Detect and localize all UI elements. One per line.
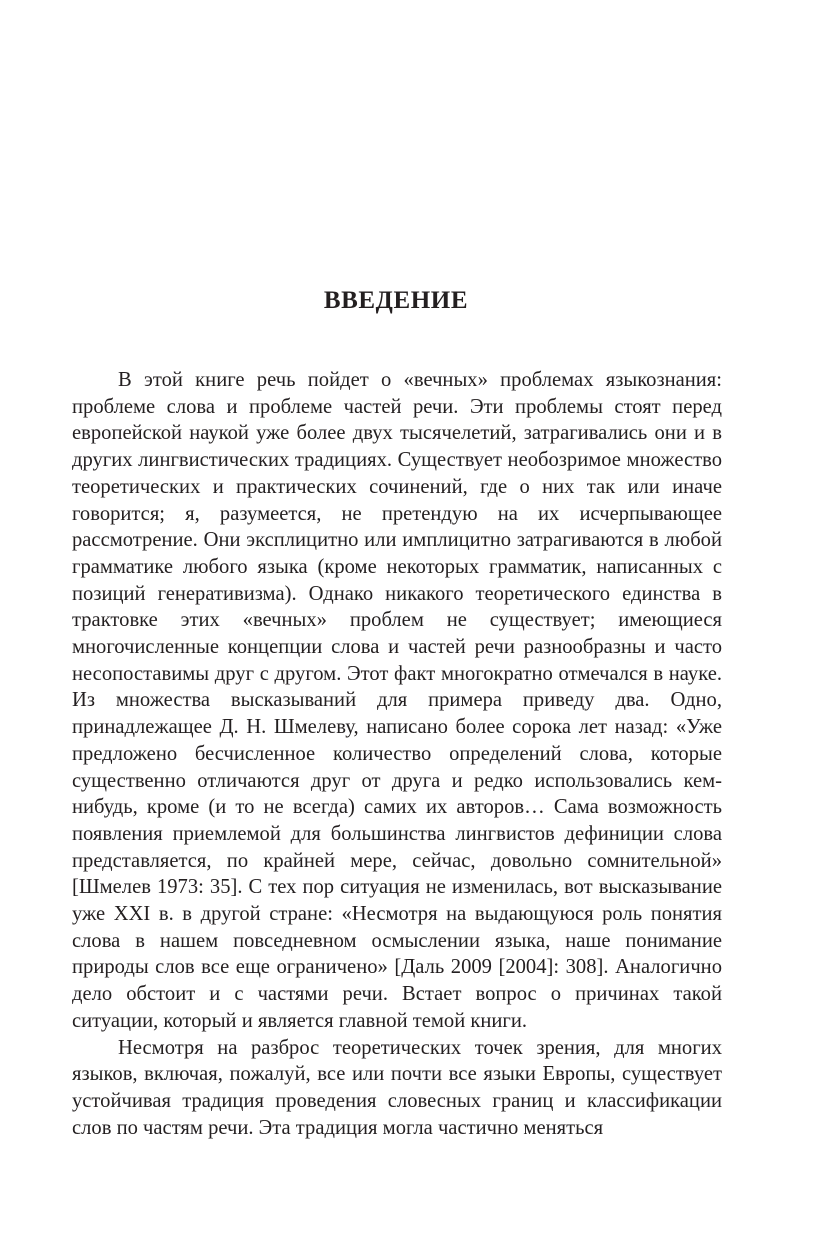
chapter-title: ВВЕДЕНИЕ <box>323 287 469 314</box>
paragraph-2: Несмотря на разброс теоретических точек зрения, для многих языков, включая, пожалуй, все или почти все языки Европы, существует устойчивая традиция проведения словесных границ и классификации слов по частям речи. Эта традиция могла частично меняться <box>72 1036 722 1139</box>
body-text <box>72 367 722 1141</box>
paragraph-1: В этой книге речь пойдет о «вечных» проблемах языкознания: проблеме слова и проблеме частей речи. Эти проблемы стоят перед европейской наукой уже более двух тысячелетий, затрагивались они и в других лингвистических традициях. Существует необозримое множество теоретических и практических сочинений, где о них так или иначе говорится; я, разумеется, не претендую на их исчерпывающее рассмотрение. Они эксплицитно или имплицитно затрагиваются в любой грамматике любого языка (кроме некоторых грамматик, написанных с позиций генеративизма). Однако никакого теоретического единства в трактовке этих «вечных» проблем не существует; имеющиеся многочисленные концепции слова и частей речи разнообразны и часто несопоставимы друг с другом. Этот факт многократно отмечался в науке. Из множества высказываний для примера приведу два. Одно, принадлежащее Д. Н. Шмелеву, написано более сорока лет назад: «Уже предложено бесчисленное количество определений слова, которые существенно отличаются друг от друга и редко использовались кем-нибудь, кроме (и то не всегда) самих их авторов… Сама возможность появления приемлемой для большинства лингвистов дефиниции слова представляется, по крайней мере, сейчас, довольно сомнительной» [Шмелев 1973: 35]. С тех пор ситуация не изменилась, вот высказывание уже XXI в. в другой стране: «Несмотря на выдающуюся роль понятия слова в нашем повседневном осмыслении языка, наше понимание природы слов все еще ограничено» [Даль 2009 [2004]: 308]. Аналогично дело обстоит и с частями речи. Встает вопрос о причинах такой ситуации, который и является главной темой книги. <box>72 369 722 1032</box>
